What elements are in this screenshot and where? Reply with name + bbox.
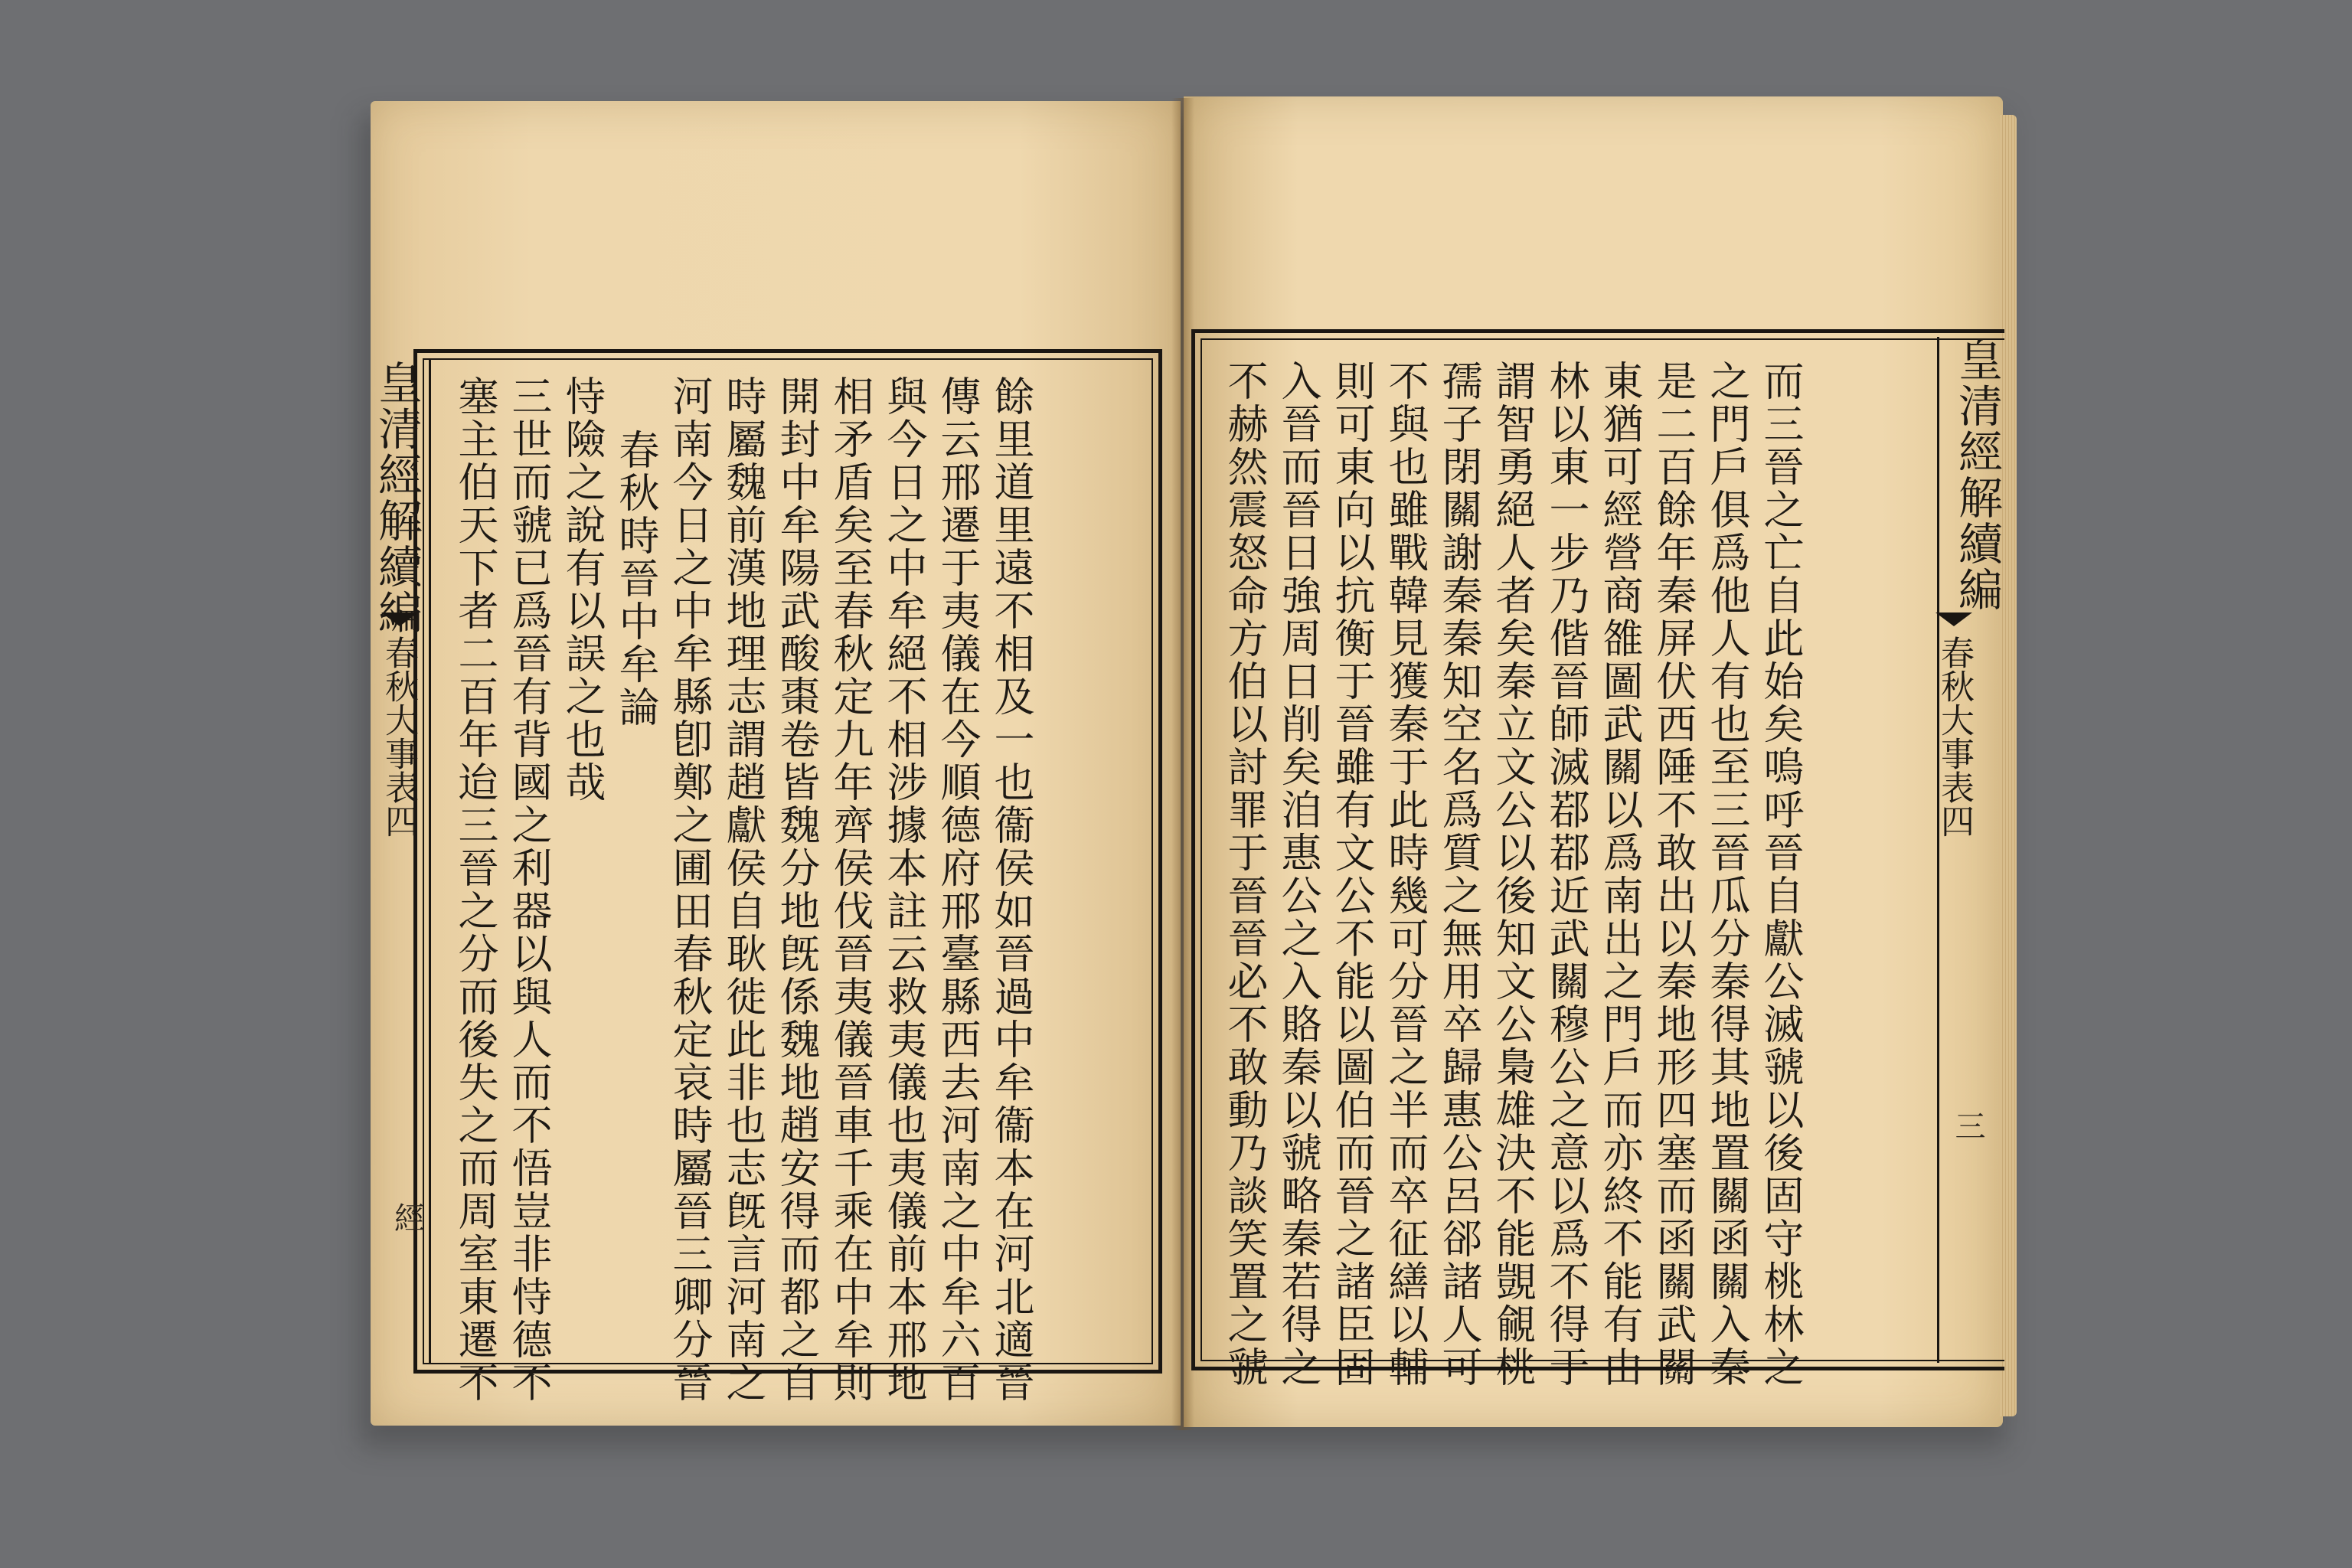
left-page-mark: 經: [394, 1201, 425, 1236]
right-banxin-title: 皇清經解續編: [1951, 337, 2003, 612]
left-banxin-subtitle: 春秋大事表四: [379, 635, 418, 838]
left-fishtail-mark: [381, 612, 418, 626]
text-column: 河南今日之中牟縣卽鄭之圃田春秋定哀時屬晉三卿分晉: [666, 375, 713, 1404]
text-column: 與今日之中牟絕不相涉據本註云救夷儀也夷儀前本邢地: [880, 375, 927, 1404]
text-column: 林以東一步乃偕晉師滅鄀鄀近武關穆公之意以爲不得于: [1543, 360, 1589, 1389]
right-page-text: [1217, 360, 1807, 1389]
text-column: 而三晉之亡自此始矣嗚呼晉自獻公滅虢以後固守桃林之: [1757, 360, 1804, 1389]
text-column: 入晉而晉日強周日削矣洎惠公之入賂秦以虢略秦若得之: [1275, 360, 1321, 1389]
text-column: 是二百餘年秦屏伏西陲不敢出以秦地形四塞而函關武關: [1650, 360, 1697, 1389]
text-column: 恃險之說有以誤之也哉: [559, 375, 606, 804]
text-column section-title: 春秋時晉中牟論: [612, 429, 659, 729]
left-banxin-title: 皇清經解續編: [371, 360, 423, 635]
text-column: 開封中牟陽武酸棗卷皆魏分地旣係魏地趙安得而都之自: [773, 375, 820, 1404]
left-page-text: [448, 375, 1037, 1404]
text-column: 不與也雖戰韓見獲秦于此時幾可分晉之半而卒征繕以輔: [1382, 360, 1429, 1389]
right-fishtail-mark: [1936, 612, 1972, 626]
text-column: 謂智勇絕人者矣秦立文公以後知文公梟雄決不能覬覦桃: [1489, 360, 1536, 1389]
text-column: 之門戶俱爲他人有也至三晉瓜分秦得其地置關函關入秦: [1704, 360, 1750, 1389]
left-banxin-rule: [429, 360, 431, 1363]
right-page-mark: 三: [1950, 1110, 1985, 1141]
text-column: 傳云邢遷于夷儀在今順德府邢臺縣西去河南之中牟六百: [934, 375, 981, 1404]
text-column: 東猶可經營商雒圖武關以爲南出之門戶而亦終不能有由: [1596, 360, 1643, 1389]
text-column: 時屬魏前漢地理志謂趙獻侯自耿徙此非也志旣言河南之: [720, 375, 766, 1404]
text-column: 孺子閉關謝秦秦知空名爲質之無用卒歸惠公呂郤諸人可: [1436, 360, 1482, 1389]
text-column: 三世而虢已爲晉有背國之利器以與人而不悟豈非恃德不: [505, 375, 552, 1404]
text-column: 塞主伯天下者二百年迨三晉之分而後失之而周室東遷不: [452, 375, 498, 1404]
text-column: 相矛盾矣至春秋定九年齊侯伐晉夷儀晉車千乘在中牟則: [827, 375, 874, 1404]
text-column: 則可東向以抗衡于晉雖有文公不能以圖伯而晉之諸臣固: [1328, 360, 1375, 1389]
right-banxin-rule: [1937, 337, 1939, 1363]
text-column: 餘里道里遠不相及一也衞侯如晉過中牟衞本在河北適晉: [988, 375, 1034, 1404]
right-banxin-subtitle: 春秋大事表四: [1935, 635, 1974, 838]
text-column: 不赫然震怒命方伯以討罪于晉晉必不敢動乃談笑置之虢: [1221, 360, 1268, 1389]
